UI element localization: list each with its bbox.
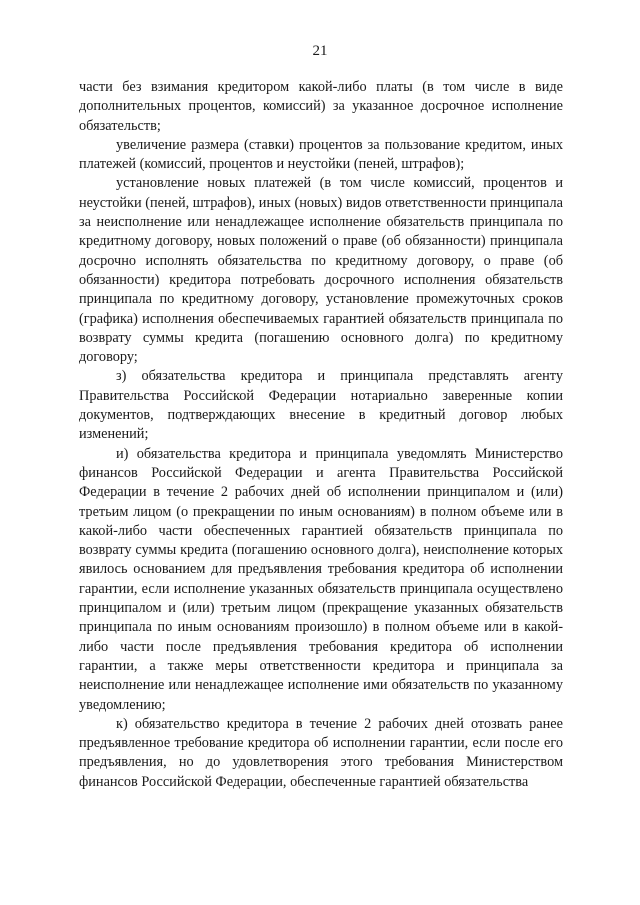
paragraph-interest-rate-increase: увеличение размера (ставки) процентов за пользование кредитом, иных платежей (комиссий, процентов и неустойки (пеней, штрафов); <box>79 136 563 173</box>
paragraph-item-z: з) обязательства кредитора и принципала представлять агенту Правительства Российской Федерации нотариально заверенные копии документов, подтверждающих внесение в кредитный договор любых изменений; <box>79 368 563 443</box>
paragraph-item-i: и) обязательства кредитора и принципала уведомлять Министерство финансов Российской Федерации и агента Правительства Российской Федерации в течение 2 рабочих дней об исполнении принципалом и (или) третьим лицом (о прекращении по иным основаниям) в полном объеме или в какой-либо части обеспеченных гарантией обязательств принципала по возврату суммы кредита (погашению основного долга), неисполнение которых явилось основанием для предъявления требования кредитора об исполнении гарантии, если исполнение указанных обязательств принципала осуществлено принципалом и (или) третьим лицом (прекращение указанных обязательств принципала по иным основаниям произошло) в полном объеме или в какой-либо части после предъявления требования кредитора об исполнении гарантии, а также меры ответственности кредитора и принципала за неисполнение или ненадлежащее исполнение ими обязательств по указанному уведомлению; <box>79 445 563 713</box>
paragraph-new-payments: установление новых платежей (в том числе комиссий, процентов и неустойки (пеней, штрафов), иных (новых) видов ответственности принципала за неисполнение или ненадлежащее исполнение обязательств принципала по кредитному договору, новых положений о праве (об обязанности) принципала досрочно исполнять обязательства по кредитному договору, о праве (об обязанности) кредитора потребовать досрочного исполнения обязательств принципала по кредитному договору, установление промежуточных сроков (графика) исполнения обеспечиваемых гарантией обязательств принципала по возврату суммы кредита (погашению основного долга) по кредитному договору; <box>79 175 563 366</box>
paragraph-continuation: части без взимания кредитором какой-либо платы (в том числе в виде дополнительных процентов, комиссий) за указанное досрочное исполнение обязательств; <box>79 79 563 134</box>
document-body <box>79 78 563 792</box>
page-number: 21 <box>312 43 328 59</box>
paragraph-item-k: к) обязательство кредитора в течение 2 рабочих дней отозвать ранее предъявленное требование кредитора об исполнении гарантии, если после его предъявления, но до удовлетворения этого требования Министерством финансов Российской Федерации, обеспеченные гарантией обязательства <box>79 715 563 790</box>
